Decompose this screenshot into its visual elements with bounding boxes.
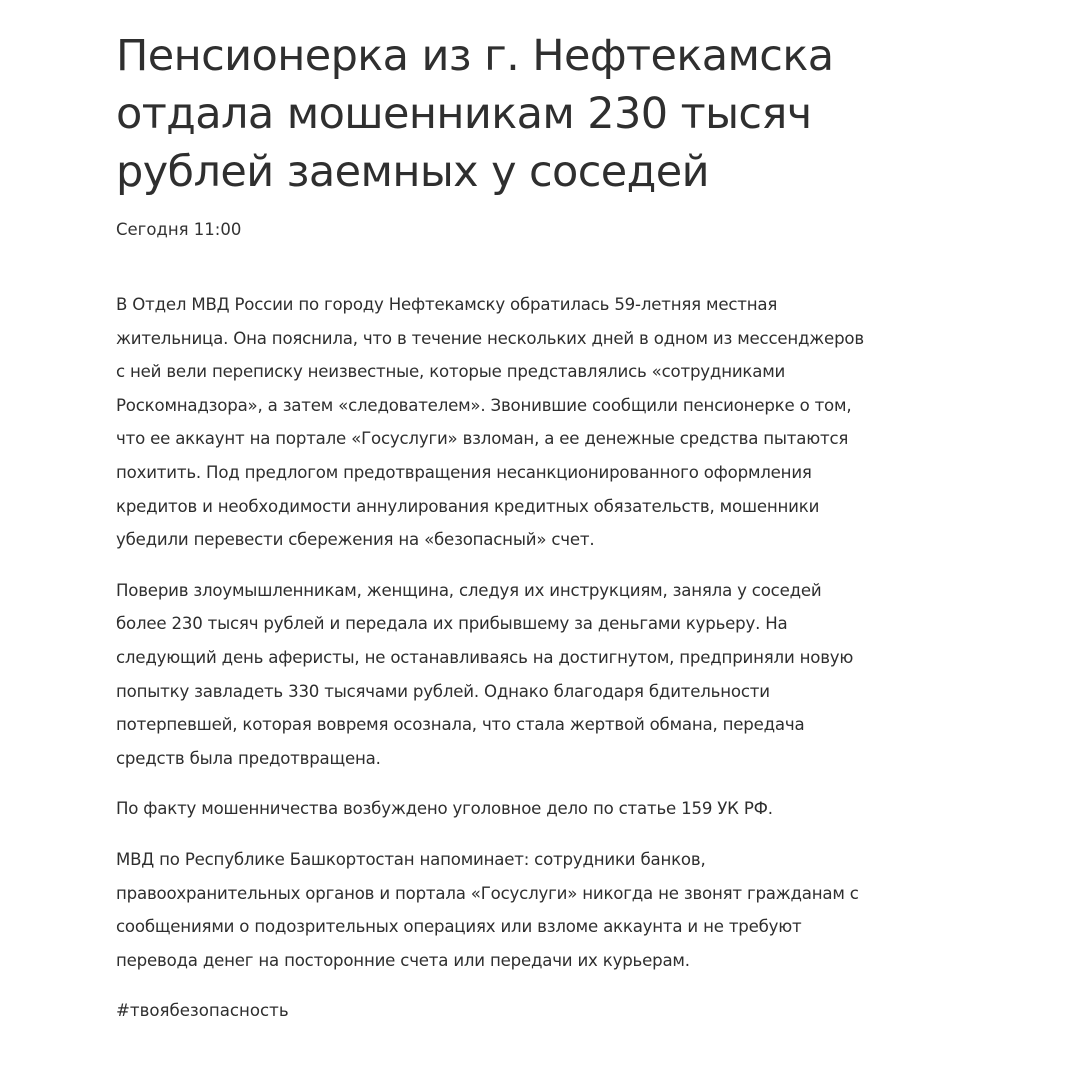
article (116, 27, 961, 1028)
publish-date: Сегодня 11:00 (116, 220, 242, 239)
article-title: Пенсионерка из г. Нефтекамска отдала мошенникам 230 тысяч рублей заемных у соседей (116, 31, 834, 197)
hashtag-link[interactable]: #твоябезопасность (116, 1001, 289, 1021)
article-paragraph-4: МВД по Республике Башкортостан напоминает: сотрудники банков, правоохранительных органов и портала «Госуслуги» никогда не звонят гражданам с сообщениями о подозрительных операциях или взломе аккаунта и не требуют перевода денег на посторонние счета или передачи их курьерам. (116, 849, 859, 970)
article-body (116, 288, 961, 1028)
article-paragraph-2: Поверив злоумышленникам, женщина, следуя их инструкциям, заняла у соседей более 230 тысяч рублей и передала их прибывшему за деньгами курьеру. На следующий день аферисты, не останавливаясь на достигнутом, предприняли новую попытку завладеть 330 тысячами рублей. Однако благодаря бдительности потерпевшей, которая вовремя осознала, что стала жертвой обмана, передача средств была предотвращена. (116, 580, 854, 768)
article-paragraph-3: По факту мошенничества возбуждено уголовное дело по статье 159 УК РФ. (116, 799, 773, 819)
article-paragraph-1: В Отдел МВД России по городу Нефтекамску обратилась 59-летняя местная жительница. Она пояснила, что в течение нескольких дней в одном из мессенджеров с ней вели переписку неизвестные, которые представлялись «сотрудниками Роскомнадзора», а затем «следователем». Звонившие сообщили пенсионерке о том, что ее аккаунт на портале «Госуслуги» взломан, а ее денежные средства пытаются похитить. Под предлогом предотвращения несанкционированного оформления кредитов и необходимости аннулирования кредитных обязательств, мошенники убедили перевести сбережения на «безопасный» счет. (116, 295, 864, 550)
